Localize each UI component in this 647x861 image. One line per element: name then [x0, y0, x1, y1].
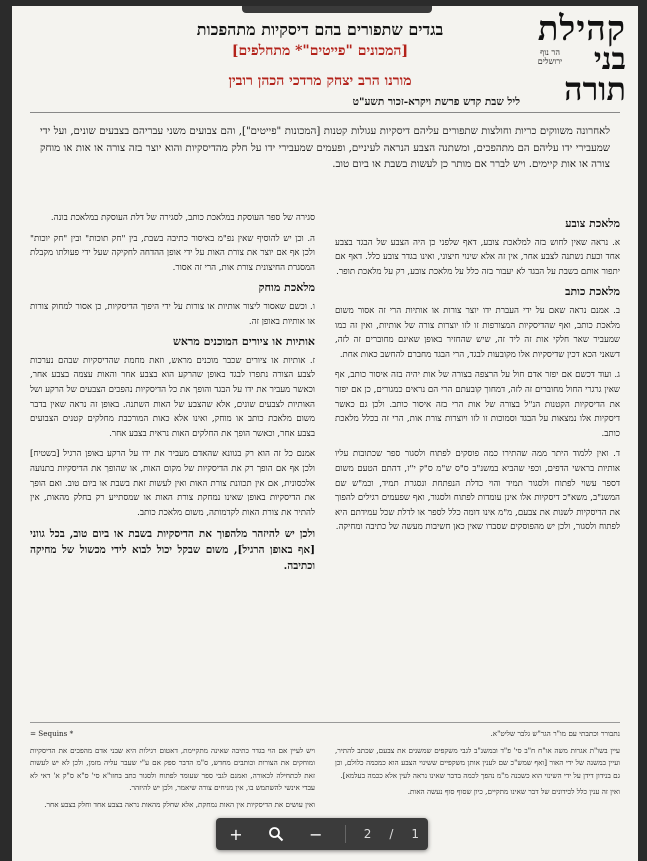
page-total: 1: [411, 827, 420, 841]
section-title-mochek: מלאכת מוחק: [258, 281, 315, 295]
pdf-viewer-toolbar: [216, 818, 428, 850]
logo-line1: קהילת: [537, 9, 626, 49]
paragraph-e: ה. וכן יש להוסיף שאין נפ"מ באיסור כתיבה בשבת, בין "חק תוכות" ובין "חק יוכות" ולכן אף אם יוצר את צורת האות על ידי אופן ההדחה לחקיקה שעל ידי פעולתו מקבלת המסגרת החיצונית צורת אות, הרי זה אסור.: [30, 233, 315, 273]
author-name: מורנו הרב יצחק מרדכי הכהן רובין: [228, 73, 412, 89]
conclusion-paragraph: ולכן יש להיזהר מלהפוך את הדיסקיות בשבת או ביום טוב, בכל גווני [אף באופן הרגיל], משום שבקל יכול לבוא לידי מכשול של מחיקה וכתיבה.: [30, 528, 315, 573]
paragraph-v: ו. וכשם שאסור ליצור אותיות או צורות על ידי היפוך הדיסקיות, כן אסור למחוק צורות או אותיות באופן זה.: [30, 301, 315, 327]
paragraph-z: ז. אותיות או ציורים שכבר מוכנים מראש, וזאת מחמת שהדיסקיות שבהם נערכות לצבע הצורה נתפרו לבגד באופן שהרקע הוא בצבע אחר והאות עצמה בצבע אחר, וכאשר מעביר את ידו על הבגד והופך את כל הדיסקיות נהפכים הצבעים של הרקע ושל האותיות לצבעים שונים, אלא שהצבע של האות השתנה. באופן זה נראה שאין בדבר משום מלאכת כותב או מוחק, ואינו אלא כאות המורכבת מחלקים קטנים הצבועים בצבע אחר, וכאשר הופך את החלקים האות נראית בצבע אחר.: [30, 355, 315, 439]
paragraph-z2: אמנם כל זה הוא רק בגוונא שהאדם מעביר את ידו על הרקע באופן הרגיל [בשטיח] ולכן אף אם הופך רק את הדיסקיות של מקום האות, או שהופך את הדיסקיות בתנועה אלכסונית, אם אין תכוונת צורת האות ואין לעשות זאת בשבת או ביום טוב. ואם הופך את הדיסקיות באופן שאינו נמחקת צורת האות או שמסתייע רק בחלק מהאות, אין להתיר את צורת האות לקדמותה, משום מלאכת כותב.: [30, 449, 315, 518]
paragraph-d: ד. ואין ללמוד היתר ממה שהתירו כמה פוסקים לפתוח ולסגור ספר שכתובות עליו אותיות בראשי הדפים, וכפי שהביא במשנ"ב ס"ס ש"מ ס"ק י"ז, דהתם הטעם משום דספר עשוי לפתוח ולסגור תמיד והוי כדלת הנפתחת ונסגרת תמיד, וכמ"ש שם המשנ"ב, משא"כ דיסקיות אלו אינן עומדות לפתוח ולסגור, ואף שפעמים רגילים להפוך את הדיסקיות לשנות את צבעם, מ"מ אינו דומה כלל לספר או לדלת שכל עמידתם היא לפתוח ולסגור, ולכן יש מהפוסקים שסברו שאין כאן חשיבות מעשה של כתיבה ומחיקה.: [335, 449, 620, 533]
paragraph-b: ב. אמנם נראה שאם על ידי העברת ידו יוצר צורות או אותיות הרי זה אסור משום מלאכת כותב, ואף שהדיסקיות המצורפות זו לזו יוצרות צורה של אותיות, ואין זה כמו שמעביר שאר חלקי אות זה ליד זה, שיש שהחזיר באופן שאינם מחוברים זה לזה, דשאני הכא דכין שדיסקיות אלו מקובעות לבגד, הרי הבגד מחברם להחשב כאות אחת.: [335, 305, 620, 360]
paragraph-a: א. נראה שאין לחוש בזה למלאכת צובע, דאף שלפני כן היה הצבע של הבגד בצבע אחד וכעת נשתנה לצבע אחר, אין זה אלא שינוי חיצוני, ואינו בגדר צובע כלל. דאף אם יתפור אותם בשבת על הבגד לא יעבור בזה כלל על מלאכת צובע, רק על מלאכת תופר.: [335, 237, 620, 277]
paragraph-c: ג. ועוד דכשם אם יפזר אדם חול על הרצפה בצורה של אות יהיה בזה איסור כותב, אף שאין גרגרי החול מחוברים זה לזה, דמחוך קובעתם הרי הם נראים כמגורים, כן אם יפזר את הדיסקיות הקטנות הנ"ל בצורה של אות הרי בזה איסור כותב. ולכן גם כאשר דיסקיות אלו נמצאות על הבגד וסמוכות זו לזו ויוצרות צורת אות, הרי זה בכלל מלאכת כותב.: [335, 370, 620, 439]
footnote-divider: [30, 722, 620, 723]
right-column: [335, 211, 620, 541]
left-column: [30, 211, 315, 580]
logo-line3: תורה: [564, 70, 626, 108]
zoom-out-button[interactable]: [305, 823, 327, 845]
footnote-sequins-label: = Sequins *: [30, 729, 74, 738]
zoom-in-button[interactable]: [225, 823, 247, 845]
magnifier-icon: [268, 826, 284, 842]
header-divider: [30, 112, 620, 113]
document-page: [12, 6, 638, 861]
intro-paragraph: לאחרונה משווקים כריות וחולצות שתפורים עליהם דיסקיות עגולות קטנות [המכונות "פייטים"], והם צבועים משני עבריהם בצבעים שונים, ועל ידי שמעבירי ידו עליהם הם מתהפכים, ומשתנה הצבע הנראה לעיניים, ופעמים שמעבירי ידו על חלק מהדיסקיות והוא יוצר בזה צורה או אות או מוחק צורה או אות קיימים. ויש לברר אם מותר כן לעשות בשבת או ביום טוב.: [40, 126, 610, 170]
viewer-top-tab: [242, 6, 432, 13]
section-title-prepared: אותיות או ציורים המוכנים מראש: [173, 335, 315, 349]
section-title-kotev: מלאכת כותב: [565, 285, 620, 299]
document-subtitle: [המכונים "פייטים"* מתחלפים]: [231, 43, 409, 59]
document-date: ליל שבת קדש פרשת ויקרא-זכור תשע"ט: [352, 96, 520, 108]
paragraph-continued: סגירה של ספר העוסקת במלאכת כותב, לסגירה של דלת העוסקת במלאכת בונה.: [50, 213, 315, 223]
search-button[interactable]: [265, 823, 287, 845]
toolbar-divider: [345, 825, 346, 843]
page-current[interactable]: 2: [363, 827, 372, 841]
footnote-2: עיין בשו"ת אגרות משה או"ח ח"ב סי' פ"ד ובמשנ"ב לגבי משקפים שמשנים את צבעם, שכתב להתיר, ועיין במשנה של ידי האור [ואף שמש"כ שם לענין אותן משקפיים ששינוי הצבע הוא כמכמה כלולם, וכן גם בנידון דידן על ידי השינוי הוא כשכנה מ"מ נהפך לכמה בדבר שאינו נראה לעין אלא ככמה בעלמא].: [335, 745, 620, 780]
page-separator: /: [389, 827, 394, 841]
logo-subtitle: הר נוף ירושלים: [537, 48, 563, 66]
footnotes-right: [335, 728, 620, 803]
logo-line2: בני: [593, 42, 626, 77]
plus-icon: +: [229, 824, 243, 844]
section-title-tzovea: מלאכת צובע: [565, 217, 620, 230]
minus-icon: −: [309, 824, 323, 844]
footnote-5: ואין עושים את הדיסקיות אין האות נמחקת, אלא שחלק מהאות נראה בצבע אחד וחלק בצבע אחר.: [44, 799, 315, 809]
footnote-3: ואין זה ענין כלל לכידונים של דבר שאינו מתקיים, כיון שסוף סוף נעשה האות.: [407, 787, 620, 796]
footnote-4: ויש לעיין אם הוי בגדר כתיבה שאינה מתקיימת, דאטום רגילות היא שבני אדם מהפכים את הדיסקיות ומוחקים את הצורות וכותבים מחדש, ס"מ הדבר ספק אם ע"י שעבר עליה מזמן, ולכן לא יש לעשות זאת לכתחילה לכאורה, ואמנם לגבי ספר שעומד לפתוח ולסגור כתב בחזו"א סי' ס"א ס"ק א' דאי לא עבדי אינשי להשתמש בו, אין מניחים צורה שיאמר, ולכן יש להיזהר.: [30, 745, 315, 792]
footnotes-left: [30, 728, 315, 815]
document-title: בגדים שתפורים בהם דיסקיות מתהפכות: [196, 20, 444, 39]
logo: [530, 9, 626, 108]
footnote-1: נתבורר וכתבתי עם מו"ר הגר"ש גלבר שליט"א.: [490, 729, 620, 738]
